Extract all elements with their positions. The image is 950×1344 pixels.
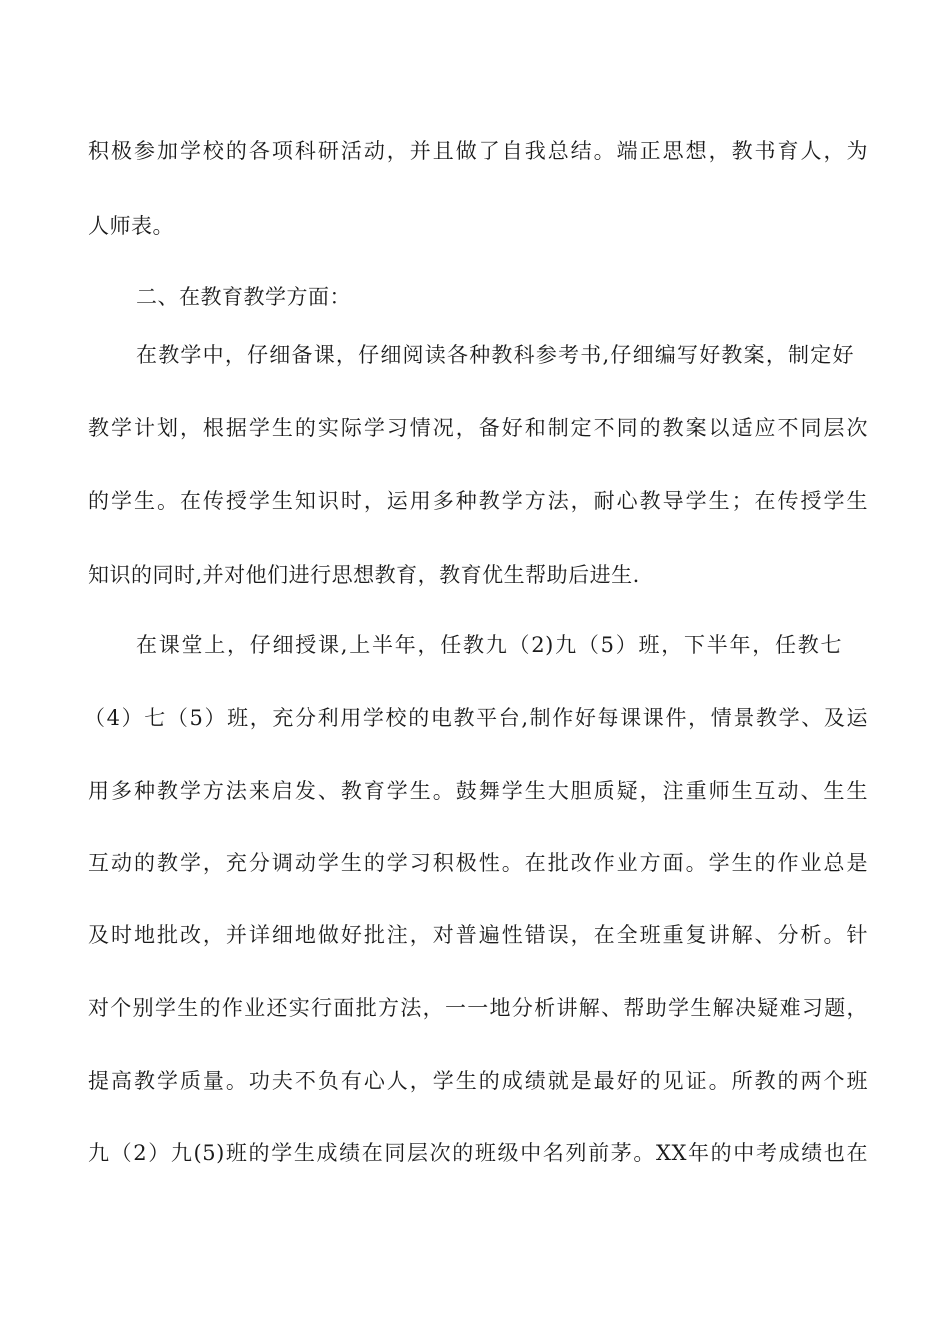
paragraph-line-8: 在课堂上，仔细授课,上半年，任教九（2)九（5）班，下半年，任教七 xyxy=(136,633,842,657)
paragraph-line-10: 用多种教学方法来启发、教育学生。鼓舞学生大胆质疑，注重师生互动、生生 xyxy=(88,779,868,803)
paragraph-line-13: 对个别学生的作业还实行面批方法，一一地分析讲解、帮助学生解决疑难习题， xyxy=(88,996,868,1020)
paragraph-line-1: 积极参加学校的各项科研活动，并且做了自我总结。端正思想，教书育人，为 xyxy=(88,139,868,163)
section-heading: 二、在教育教学方面： xyxy=(136,285,351,309)
paragraph-line-14: 提高教学质量。功夫不负有心人，学生的成绩就是最好的见证。所教的两个班 xyxy=(88,1069,868,1093)
paragraph-line-9: （4）七（5）班，充分利用学校的电教平台,制作好每课课件，情景教学、及运 xyxy=(84,706,868,730)
paragraph-line-6: 的学生。在传授学生知识时，运用多种教学方法，耐心教导学生；在传授学生 xyxy=(88,489,868,513)
paragraph-line-11: 互动的教学，充分调动学生的学习积极性。在批改作业方面。学生的作业总是 xyxy=(88,851,868,875)
paragraph-line-4: 在教学中，仔细备课，仔细阅读各种教科参考书,仔细编写好教案，制定好 xyxy=(136,343,854,367)
paragraph-line-2: 人师表。 xyxy=(88,214,174,238)
paragraph-line-7: 知识的同时,并对他们进行思想教育，教育优生帮助后进生. xyxy=(88,563,640,587)
paragraph-line-15: 九（2）九(5)班的学生成绩在同层次的班级中名列前茅。XX年的中考成绩也在 xyxy=(88,1141,868,1165)
paragraph-line-12: 及时地批改，并详细地做好批注，对普遍性错误，在全班重复讲解、分析。针 xyxy=(88,923,868,947)
paragraph-line-5: 教学计划，根据学生的实际学习情况，备好和制定不同的教案以适应不同层次 xyxy=(88,416,868,440)
